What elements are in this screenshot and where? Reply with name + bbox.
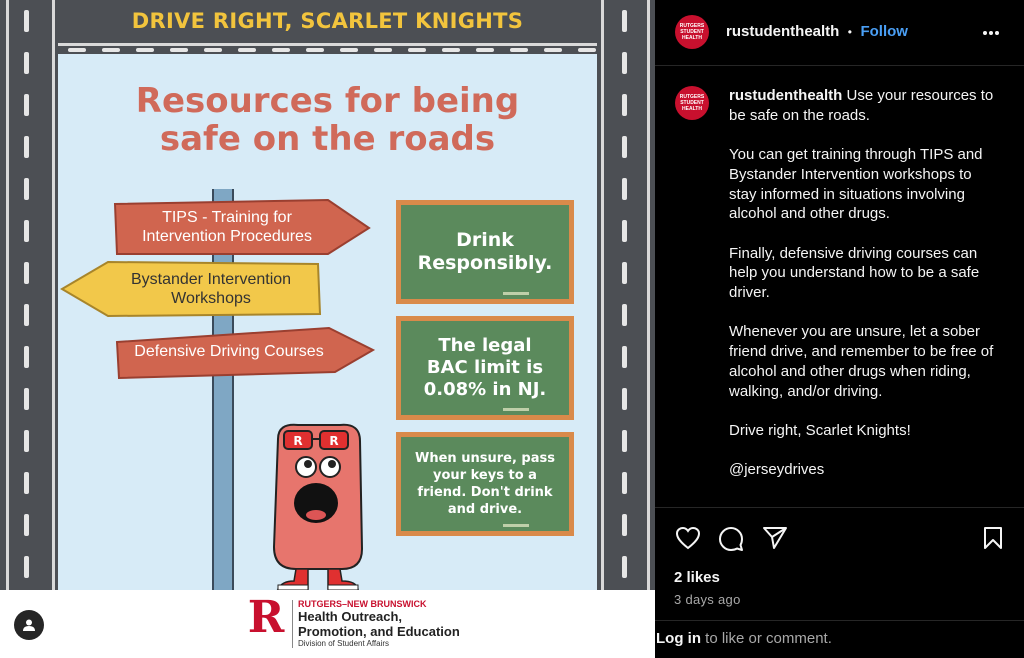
lane-dash bbox=[622, 472, 627, 494]
panel-title bbox=[58, 82, 597, 158]
lane-dash bbox=[306, 48, 324, 52]
road-edge bbox=[647, 0, 650, 658]
lane-dash bbox=[510, 48, 528, 52]
post-timestamp[interactable]: 3 days ago bbox=[674, 592, 741, 607]
lane-dash bbox=[578, 48, 596, 52]
bookmark-icon[interactable] bbox=[983, 526, 1003, 550]
lane-dash bbox=[622, 388, 627, 410]
board-line: Drink bbox=[456, 229, 514, 251]
lane-dash bbox=[374, 48, 392, 52]
chalk bbox=[503, 408, 529, 411]
heart-icon[interactable] bbox=[675, 526, 701, 550]
lane-dash bbox=[204, 48, 222, 52]
user-icon bbox=[22, 618, 36, 632]
lane-dash bbox=[24, 304, 29, 326]
banner-dashes bbox=[58, 46, 597, 54]
sign-text bbox=[142, 208, 342, 246]
lane-dash bbox=[24, 94, 29, 116]
lane-dash bbox=[622, 220, 627, 242]
road-left bbox=[0, 0, 58, 658]
board-keys bbox=[396, 432, 574, 536]
board-line: The legal bbox=[438, 335, 532, 356]
lane-dash bbox=[24, 52, 29, 74]
lane-dash bbox=[622, 178, 627, 200]
svg-text:R: R bbox=[293, 434, 303, 448]
board-line: 0.08% in NJ. bbox=[423, 379, 547, 400]
comment-icon[interactable] bbox=[718, 526, 744, 552]
lane-dash bbox=[622, 430, 627, 452]
lane-dash bbox=[622, 52, 627, 74]
login-link[interactable]: Log in bbox=[656, 630, 701, 647]
lane-dash bbox=[136, 48, 154, 52]
sign-line: Workshops bbox=[171, 290, 251, 307]
lane-dash bbox=[24, 346, 29, 368]
lane-dash bbox=[68, 48, 86, 52]
sign-line: Defensive Driving Courses bbox=[134, 342, 324, 360]
lane-dash bbox=[622, 262, 627, 284]
org-line: Promotion, and Education bbox=[298, 624, 460, 639]
tagged-users-button[interactable] bbox=[14, 610, 44, 640]
chalk bbox=[503, 524, 529, 527]
follow-button[interactable]: Follow bbox=[860, 23, 908, 40]
lane-dash bbox=[24, 136, 29, 158]
road-edge bbox=[52, 0, 55, 658]
board-bac bbox=[396, 316, 574, 420]
sign-line: Bystander Intervention bbox=[130, 271, 292, 288]
lane-dash bbox=[24, 472, 29, 494]
lane-dash bbox=[408, 48, 426, 52]
chalk bbox=[503, 292, 529, 295]
sign-text bbox=[91, 270, 291, 308]
more-horizontal-icon[interactable] bbox=[982, 30, 1000, 36]
lane-dash bbox=[24, 10, 29, 32]
lane-dash bbox=[544, 48, 562, 52]
lane-dash bbox=[24, 388, 29, 410]
road-edge bbox=[6, 0, 9, 658]
mascot-illustration bbox=[258, 419, 378, 591]
info-panel bbox=[58, 54, 597, 590]
header-line bbox=[726, 23, 908, 41]
logo-divider bbox=[292, 600, 293, 648]
lane-dash bbox=[476, 48, 494, 52]
sign-text bbox=[134, 342, 353, 361]
org-line: RUTGERS–NEW BRUNSWICK bbox=[298, 599, 427, 609]
board-line: BAC limit is bbox=[426, 357, 544, 378]
lane-dash bbox=[622, 94, 627, 116]
lane-dash bbox=[238, 48, 256, 52]
post-sidebar bbox=[655, 0, 1024, 658]
login-prompt bbox=[655, 620, 1024, 658]
lane-dash bbox=[272, 48, 290, 52]
separator-dot: • bbox=[847, 25, 852, 39]
lane-dash bbox=[622, 136, 627, 158]
board-line: and drive. bbox=[447, 502, 523, 517]
rutgers-r-logo: R bbox=[247, 592, 285, 643]
board-line: your keys to a bbox=[433, 468, 537, 483]
lane-dash bbox=[102, 48, 120, 52]
lane-dash bbox=[622, 346, 627, 368]
caption bbox=[729, 86, 1001, 480]
banner bbox=[58, 0, 597, 46]
lane-dash bbox=[442, 48, 460, 52]
lane-dash bbox=[170, 48, 188, 52]
likes-count[interactable]: 2 likes bbox=[674, 569, 720, 586]
lane-dash bbox=[24, 178, 29, 200]
caption-username[interactable]: rustudenthealth bbox=[729, 87, 843, 104]
lane-dash bbox=[622, 556, 627, 578]
org-line: Health Outreach, bbox=[298, 609, 403, 624]
lane-dash bbox=[24, 262, 29, 284]
send-icon[interactable] bbox=[762, 526, 788, 550]
board-line: When unsure, pass bbox=[415, 451, 555, 466]
sign-line: Intervention Procedures bbox=[142, 228, 312, 245]
caption-text: Use your resources to be safe on the roads. You can get training through TIPS and Bystander Intervention workshops to stay informed in situations involving alcohol and other drugs. Finally, defensive driving courses can help you understand how to be a safe driver. Whenever you are unsure, let a sober friend drive, and remember to be free of alcohol and other drugs when riding, walking, and/or driving. Drive right, Scarlet Knights! @jerseydrives bbox=[729, 87, 994, 479]
sign-bystander bbox=[60, 260, 322, 318]
sign-defensive bbox=[113, 322, 375, 380]
sign-tips bbox=[113, 198, 371, 256]
board-line: Responsibly. bbox=[417, 252, 553, 274]
lane-dash bbox=[24, 220, 29, 242]
lane-dash bbox=[622, 10, 627, 32]
lane-dash bbox=[24, 556, 29, 578]
lane-dash bbox=[340, 48, 358, 52]
profile-avatar[interactable]: RUTGERS STUDENT HEALTH bbox=[675, 15, 709, 49]
road-edge bbox=[601, 0, 604, 658]
username-link[interactable]: rustudenthealth bbox=[726, 23, 840, 40]
board-drink bbox=[396, 200, 574, 304]
caption-avatar[interactable]: RUTGERS STUDENT HEALTH bbox=[675, 86, 709, 120]
svg-text:R: R bbox=[329, 434, 339, 448]
org-info bbox=[298, 599, 460, 648]
lane-dash bbox=[24, 514, 29, 536]
lane-dash bbox=[622, 514, 627, 536]
login-prompt-text: to like or comment. bbox=[701, 630, 832, 647]
sign-line: TIPS - Training for bbox=[162, 209, 292, 226]
board-line: friend. Don't drink bbox=[417, 485, 553, 500]
lane-dash bbox=[24, 430, 29, 452]
banner-text: DRIVE RIGHT, SCARLET KNIGHTS bbox=[131, 9, 524, 33]
title-line: safe on the roads bbox=[159, 119, 496, 159]
org-line: Division of Student Affairs bbox=[298, 639, 390, 648]
title-line: Resources for being bbox=[135, 81, 520, 121]
post-header bbox=[655, 0, 1024, 66]
lane-dash bbox=[622, 304, 627, 326]
